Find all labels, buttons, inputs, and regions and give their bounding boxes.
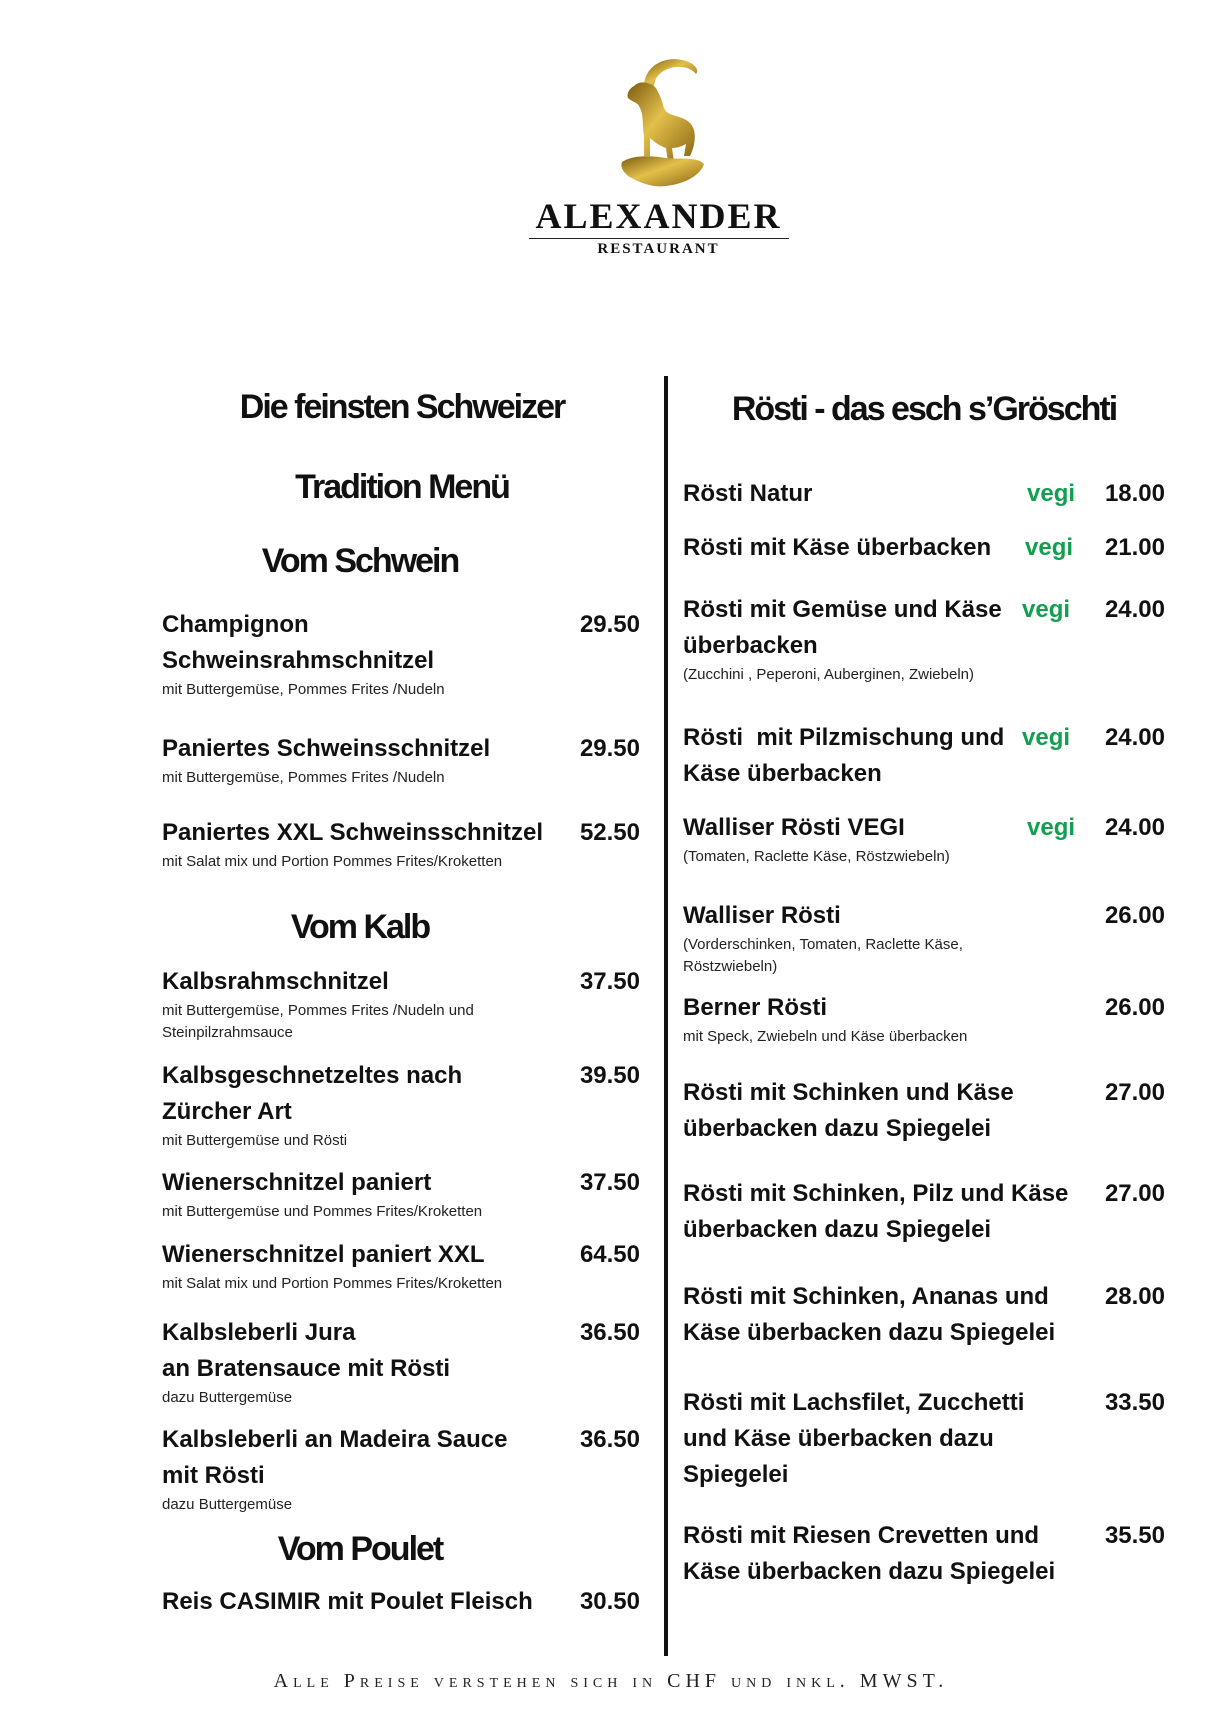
menu-item: [162, 607, 562, 701]
item-name: Kalbsleberli Jura an Bratensauce mit Rösti: [162, 1319, 451, 1382]
item-price: 18.00: [1104, 480, 1165, 507]
item-name: Wienerschnitzel paniert: [162, 1169, 432, 1196]
vegi-label: vegi: [1022, 596, 1071, 623]
menu-item: [162, 731, 562, 789]
section-heading-kalb: Vom Kalb: [290, 908, 430, 946]
ibex-goat-icon: [604, 52, 714, 192]
menu-item: [683, 990, 1023, 1048]
item-price: 35.50: [1104, 1522, 1165, 1549]
item-desc: dazu Buttergemüse: [162, 1389, 293, 1406]
left-title-line1: Die feinsten Schweizer: [239, 388, 565, 426]
section-heading-poulet: Vom Poulet: [277, 1530, 443, 1568]
menu-item: [683, 720, 1023, 792]
menu-item: [683, 1279, 1073, 1351]
brand-divider: [529, 238, 789, 239]
item-price: 37.50: [579, 968, 640, 995]
item-name: Wienerschnitzel paniert XXL: [162, 1241, 485, 1268]
left-title-line2: Tradition Menü: [295, 468, 509, 506]
item-name: Rösti mit Käse überbacken: [683, 534, 992, 561]
item-name: Kalbsgeschnetzeltes nach Zürcher Art: [162, 1062, 463, 1125]
item-name: Champignon Schweinsrahmschnitzel: [162, 611, 435, 674]
right-title: Rösti - das esch s’Gröschti: [731, 390, 1117, 428]
item-desc: mit Salat mix und Portion Pommes Frites/Kroketten: [162, 1275, 503, 1292]
item-price: 36.50: [579, 1319, 640, 1346]
menu-item: [683, 1075, 1073, 1147]
item-price: 24.00: [1104, 724, 1165, 751]
item-price: 37.50: [579, 1169, 640, 1196]
item-name: Walliser Rösti: [683, 902, 841, 929]
menu-item: [683, 592, 1023, 686]
item-name: Rösti mit Schinken, Ananas und Käse überbacken dazu Spiegelei: [683, 1283, 1056, 1346]
item-price: 33.50: [1104, 1389, 1165, 1416]
item-price: 39.50: [579, 1062, 640, 1089]
item-name: Rösti mit Schinken, Pilz und Käse überbacken dazu Spiegelei: [683, 1180, 1069, 1243]
vegi-label: vegi: [1025, 534, 1074, 561]
item-price: 36.50: [579, 1426, 640, 1453]
menu-item: [683, 476, 1023, 512]
item-price: 21.00: [1104, 534, 1165, 561]
item-price: 24.00: [1104, 596, 1165, 623]
menu-item: [683, 898, 1023, 978]
item-desc: (Vorderschinken, Tomaten, Raclette Käse, Röstzwiebeln): [683, 936, 963, 975]
menu-item: [683, 1176, 1073, 1248]
menu-item: [683, 1518, 1073, 1590]
item-price: 29.50: [579, 611, 640, 638]
item-price: 26.00: [1104, 902, 1165, 929]
item-desc: mit Buttergemüse und Rösti: [162, 1132, 348, 1149]
item-name: Rösti mit Riesen Crevetten und Käse überbacken dazu Spiegelei: [683, 1522, 1056, 1585]
restaurant-logo: [523, 52, 794, 258]
column-divider: [664, 376, 668, 1656]
menu-item: [162, 1058, 562, 1152]
menu-item: [162, 815, 562, 873]
price-disclaimer: Alle Preise verstehen sich in CHF und inkl. MWST.: [273, 1670, 949, 1692]
item-desc: (Zucchini , Peperoni, Auberginen, Zwiebeln): [683, 666, 974, 683]
item-price: 30.50: [579, 1588, 640, 1615]
menu-item: [683, 810, 1023, 868]
item-price: 24.00: [1104, 814, 1165, 841]
item-name: Rösti mit Lachsfilet, Zucchetti und Käse überbacken dazu Spiegelei: [683, 1389, 1025, 1488]
item-name: Berner Rösti: [683, 994, 828, 1021]
item-name: Kalbsleberli an Madeira Sauce mit Rösti: [162, 1426, 508, 1489]
menu-item: [162, 1315, 562, 1409]
menu-item: [683, 530, 1023, 566]
item-name: Paniertes Schweinsschnitzel: [162, 735, 491, 762]
vegi-label: vegi: [1027, 814, 1076, 841]
item-name: Paniertes XXL Schweinsschnitzel: [162, 819, 544, 846]
section-heading-schwein: Vom Schwein: [261, 542, 459, 580]
item-desc: mit Buttergemüse und Pommes Frites/Kroketten: [162, 1203, 483, 1220]
item-desc: mit Speck, Zwiebeln und Käse überbacken: [683, 1028, 968, 1045]
menu-item: [162, 1422, 562, 1516]
item-name: Walliser Rösti VEGI: [683, 814, 905, 841]
brand-subtitle: RESTAURANT: [597, 241, 720, 257]
item-price: 29.50: [579, 735, 640, 762]
item-desc: dazu Buttergemüse: [162, 1496, 293, 1513]
item-name: Rösti mit Gemüse und Käse überbacken: [683, 596, 1002, 659]
menu-item: [162, 1165, 562, 1223]
item-price: 26.00: [1104, 994, 1165, 1021]
item-price: 52.50: [579, 819, 640, 846]
menu-item: [162, 1584, 562, 1620]
menu-item: [162, 964, 562, 1044]
item-price: 64.50: [579, 1241, 640, 1268]
item-price: 27.00: [1104, 1180, 1165, 1207]
item-desc: mit Buttergemüse, Pommes Frites /Nudeln: [162, 769, 445, 786]
item-desc: mit Buttergemüse, Pommes Frites /Nudeln und Steinpilzrahmsauce: [162, 1002, 474, 1041]
item-name: Reis CASIMIR mit Poulet Fleisch: [162, 1588, 533, 1615]
item-name: Rösti mit Pilzmischung und Käse überbacken: [683, 724, 1005, 787]
item-name: Kalbsrahmschnitzel: [162, 968, 389, 995]
item-desc: mit Salat mix und Portion Pommes Frites/Kroketten: [162, 853, 503, 870]
vegi-label: vegi: [1022, 724, 1071, 751]
item-name: Rösti Natur: [683, 480, 813, 507]
item-desc: mit Buttergemüse, Pommes Frites /Nudeln: [162, 681, 445, 698]
item-desc: (Tomaten, Raclette Käse, Röstzwiebeln): [683, 848, 950, 865]
menu-item: [162, 1237, 562, 1295]
item-price: 28.00: [1104, 1283, 1165, 1310]
item-name: Rösti mit Schinken und Käse überbacken dazu Spiegelei: [683, 1079, 1014, 1142]
vegi-label: vegi: [1027, 480, 1076, 507]
brand-name: ALEXANDER: [535, 196, 782, 236]
menu-item: [683, 1385, 1073, 1493]
item-price: 27.00: [1104, 1079, 1165, 1106]
